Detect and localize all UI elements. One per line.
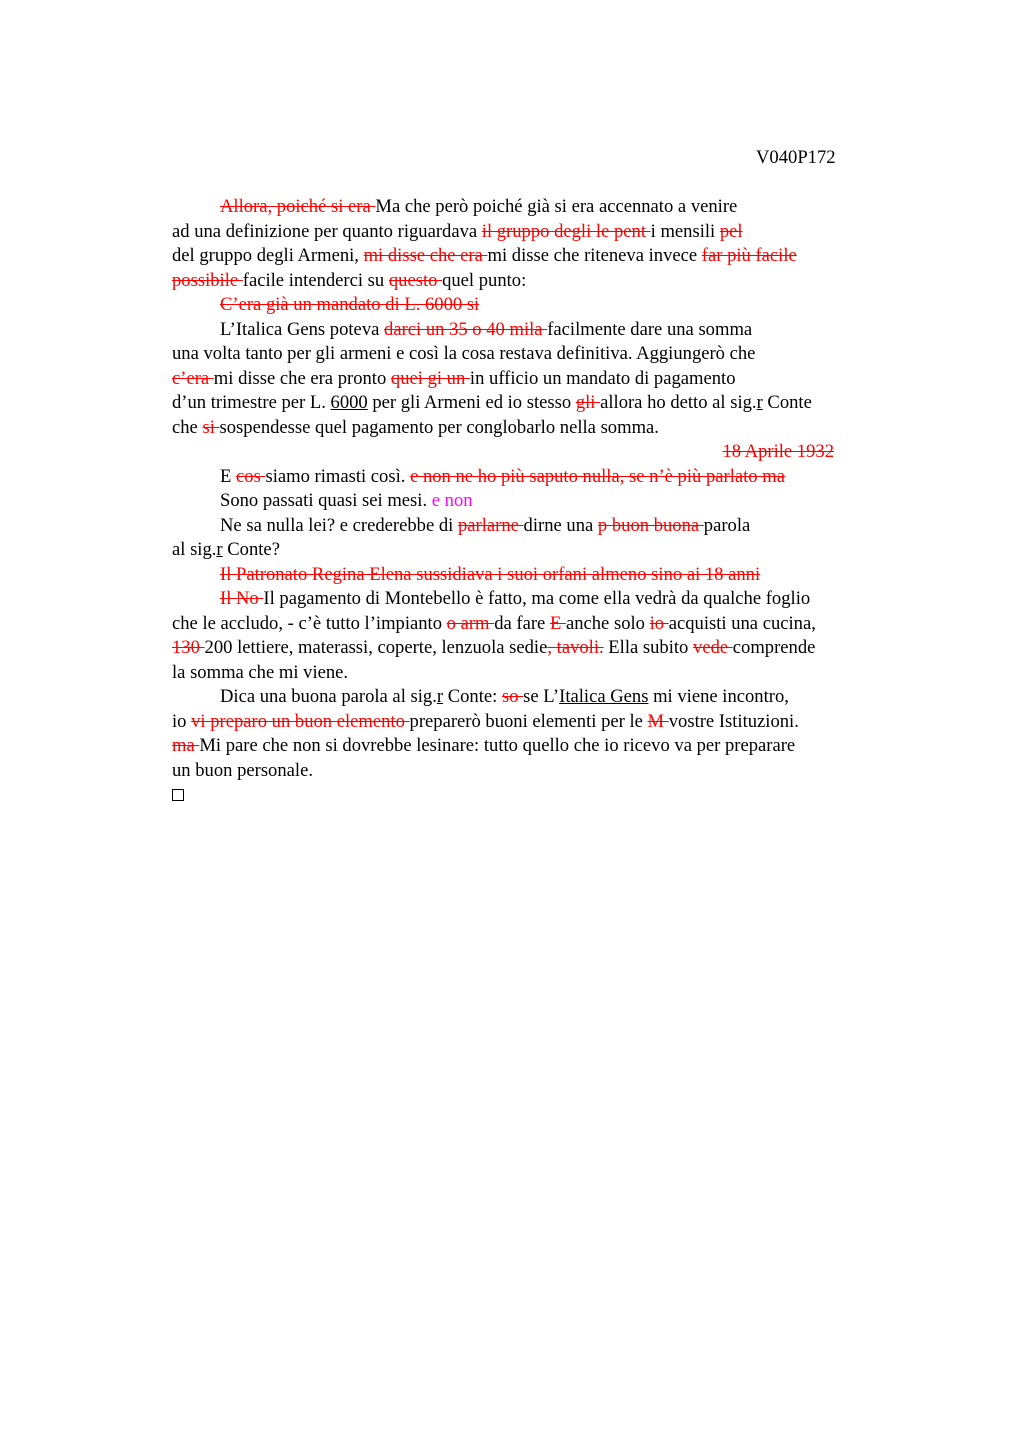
text-segment: la somma che mi viene. xyxy=(172,661,349,683)
text-segment: che xyxy=(172,416,203,438)
deleted-text: il gruppo degli le pent xyxy=(481,220,651,242)
deleted-text: possibile xyxy=(172,269,243,291)
text-line xyxy=(172,269,892,294)
text-segment: mi disse che riteneva invece xyxy=(487,245,702,266)
deleted-text: so xyxy=(501,686,524,707)
deleted-text: C’era già un mandato di L. 6000 si xyxy=(220,294,480,315)
letter-body xyxy=(172,195,892,808)
deleted-text: gli xyxy=(575,392,601,413)
text-segment: per gli Armeni ed io stesso xyxy=(367,392,576,413)
underlined-text: Italica Gens xyxy=(559,686,649,707)
text-line xyxy=(172,367,892,392)
text-line xyxy=(172,710,892,735)
text-segment: siamo rimasti così. xyxy=(265,465,411,487)
text-segment: anche solo xyxy=(565,612,650,634)
text-line xyxy=(172,587,892,612)
deleted-text: pel xyxy=(719,220,743,242)
text-line xyxy=(172,636,892,661)
deleted-text: questo xyxy=(388,269,443,291)
underlined-text: r xyxy=(756,392,763,413)
deleted-text: 18 Aprile 1932 xyxy=(722,441,834,462)
text-segment: d’un trimestre per L. xyxy=(172,392,331,413)
deleted-text: ma xyxy=(172,735,200,756)
deleted-text: darci un 35 o 40 mila xyxy=(384,318,548,340)
text-segment: Conte: xyxy=(443,686,502,707)
text-line xyxy=(172,416,892,441)
deleted-text: e non ne ho più saputo nulla, se n’è più parlato ma xyxy=(410,465,785,487)
text-line xyxy=(172,563,892,588)
deleted-text: Il Patronato Regina Elena sussidiava i suoi orfani almeno sino ai 18 anni xyxy=(220,563,761,585)
text-segment: Il pagamento di Montebello è fatto, ma come ella vedrà da qualche foglio xyxy=(263,588,811,609)
deleted-text: 130 xyxy=(172,637,205,658)
text-segment: Sono passati quasi sei mesi. xyxy=(220,490,432,511)
deleted-text: si xyxy=(202,416,220,438)
deleted-text: vede xyxy=(693,637,733,658)
text-segment: una volta tanto per gli armeni e così la cosa restava definitiva. Aggiungerò che xyxy=(172,343,756,364)
text-segment: se L’ xyxy=(523,686,560,707)
text-segment: mi viene incontro, xyxy=(648,686,789,707)
text-segment: Dica una buona parola al sig. xyxy=(220,686,437,707)
inserted-text: e non xyxy=(431,490,473,511)
text-segment: che le accludo, - c’è tutto l’impianto xyxy=(172,612,447,634)
underlined-text: r xyxy=(216,539,223,560)
text-line xyxy=(172,342,892,367)
text-segment: dirne una xyxy=(523,514,598,536)
deleted-text: parlarne xyxy=(457,514,524,536)
text-line xyxy=(172,318,892,343)
text-line xyxy=(172,391,892,416)
text-segment: facile intenderci su xyxy=(242,269,389,291)
text-line xyxy=(172,538,892,563)
text-segment: del gruppo degli Armeni, xyxy=(172,245,364,266)
text-segment: L’Italica Gens poteva xyxy=(220,318,385,340)
text-segment: preparerò buoni elementi per le xyxy=(409,710,648,732)
text-segment: quel punto: xyxy=(442,269,527,291)
deleted-text: E xyxy=(549,612,566,634)
text-segment: Ella subito xyxy=(603,637,694,658)
underlined-text: r xyxy=(436,686,444,707)
deleted-text: cos xyxy=(236,465,266,487)
text-line xyxy=(172,465,892,490)
text-segment: un buon personale. xyxy=(172,759,313,781)
deleted-text: c’era xyxy=(172,367,214,389)
text-segment: allora ho detto al sig. xyxy=(600,392,757,413)
text-line xyxy=(172,612,892,637)
square-outline-icon xyxy=(172,789,184,801)
deleted-text: Il No xyxy=(220,588,264,609)
deleted-text: quei gi un xyxy=(390,367,470,389)
deleted-text: io xyxy=(649,612,669,634)
text-line xyxy=(172,514,892,539)
text-segment: i mensili xyxy=(650,220,720,242)
deleted-text: p buon buona xyxy=(597,514,704,536)
end-mark-line xyxy=(172,783,892,808)
text-segment: io xyxy=(172,710,192,732)
text-line xyxy=(172,195,892,220)
text-segment: comprende xyxy=(732,637,816,658)
deleted-text: Allora, poiché si era xyxy=(220,196,376,217)
text-line xyxy=(172,440,892,465)
text-segment: mi disse che era pronto xyxy=(213,367,391,389)
text-segment: Ne sa nulla lei? e crederebbe di xyxy=(220,514,458,536)
text-line xyxy=(172,244,892,269)
page-id: V040P172 xyxy=(756,147,836,168)
text-segment: Mi pare che non si dovrebbe lesinare: tutto quello che io ricevo va per preparare xyxy=(199,735,796,756)
text-segment: Ma che però poiché già si era accennato a venire xyxy=(375,196,738,217)
text-segment: vostre Istituzioni. xyxy=(668,710,799,732)
text-line xyxy=(172,734,892,759)
text-segment: ad una definizione per quanto riguardava xyxy=(172,220,482,242)
text-segment: parola xyxy=(703,514,751,536)
text-segment: facilmente dare una somma xyxy=(547,318,753,340)
text-segment: da fare xyxy=(494,612,550,634)
text-line xyxy=(172,489,892,514)
deleted-text: o arm xyxy=(446,612,495,634)
text-segment: Conte xyxy=(762,392,812,413)
deleted-text: far più facile xyxy=(701,245,797,266)
text-segment: acquisti una cucina, xyxy=(668,612,816,634)
text-line xyxy=(172,759,892,784)
underlined-text: 6000 xyxy=(330,392,368,413)
text-line xyxy=(172,293,892,318)
text-segment: sospendesse quel pagamento per conglobarlo nella somma. xyxy=(219,416,659,438)
text-line xyxy=(172,220,892,245)
text-segment: in ufficio un mandato di pagamento xyxy=(469,367,736,389)
text-segment: al sig. xyxy=(172,539,217,560)
deleted-text: M xyxy=(647,710,669,732)
text-line xyxy=(172,661,892,686)
text-segment: 200 lettiere, materassi, coperte, lenzuola sedie xyxy=(204,637,548,658)
text-line xyxy=(172,685,892,710)
deleted-text: vi preparo un buon elemento xyxy=(191,710,410,732)
deleted-text: , tavoli. xyxy=(547,637,604,658)
deleted-text: mi disse che era xyxy=(363,245,488,266)
text-segment: Conte? xyxy=(222,539,280,560)
text-segment: E xyxy=(220,465,237,487)
